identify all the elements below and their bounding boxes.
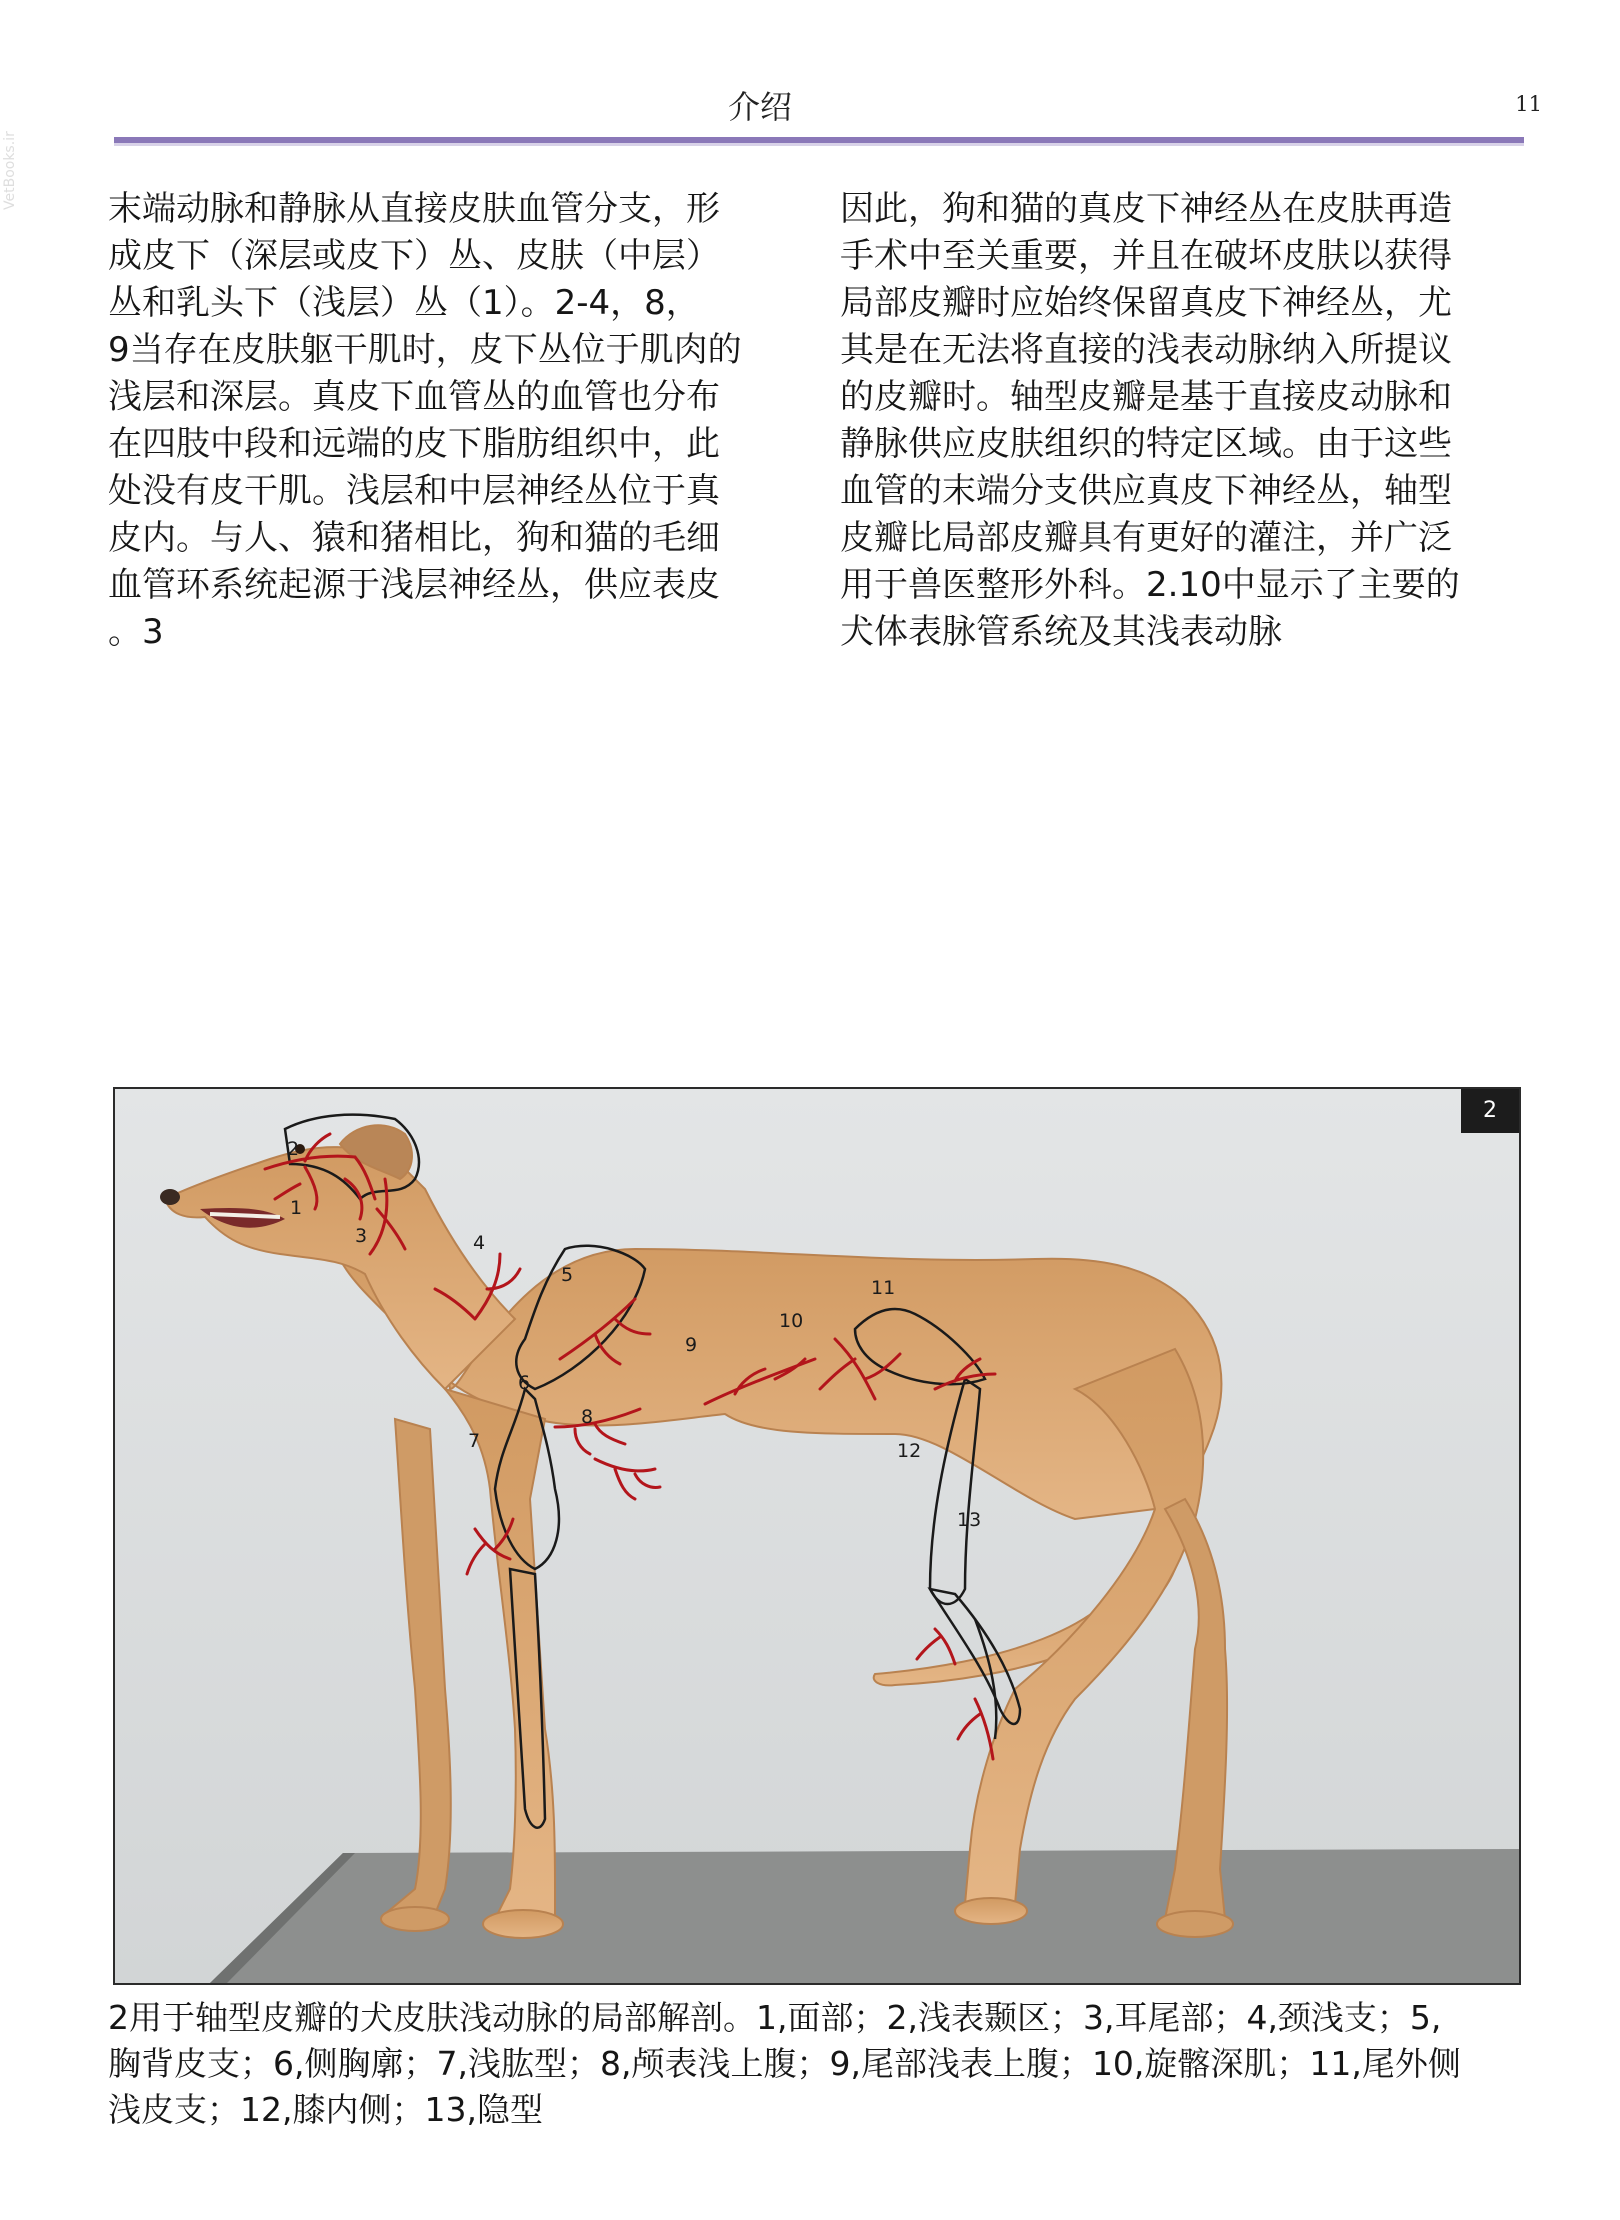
caption-line: 2用于轴型皮瓣的犬皮肤浅动脉的局部解剖。1,面部；2,浅表颞区；3,耳尾部；4,颈浅支；5, <box>108 1998 1442 2037</box>
callout-2: 2 <box>287 1138 300 1160</box>
page-number: 11 <box>1515 92 1542 116</box>
text-line: 浅层和深层。真皮下血管丛的血管也分布 <box>108 377 720 417</box>
callout-11: 11 <box>871 1277 896 1299</box>
text-line: 静脉供应皮肤组织的特定区域。由于这些 <box>840 424 1452 464</box>
text-line: 9当存在皮肤躯干肌时，皮下丛位于肌肉的 <box>108 330 742 370</box>
dog-nose <box>160 1189 180 1205</box>
text-line: 局部皮瓣时应始终保留真皮下神经丛，尤 <box>840 283 1452 323</box>
caption-line: 浅皮支；12,膝内侧；13,隐型 <box>108 2090 543 2129</box>
text-line: 皮瓣比局部皮瓣具有更好的灌注，并广泛 <box>840 518 1452 558</box>
callout-10: 10 <box>779 1310 804 1332</box>
header-rule-shadow <box>114 143 1524 146</box>
dog-anatomy-illustration <box>115 1089 1519 1983</box>
caption-line: 胸背皮支；6,侧胸廓；7,浅肱型；8,颅表浅上腹；9,尾部浅表上腹；10,旋髂深肌；11,尾外侧 <box>108 2044 1461 2083</box>
page-header-title: 介绍 <box>727 88 792 126</box>
text-line: 血管环系统起源于浅层神经丛，供应表皮 <box>108 565 720 605</box>
callout-12: 12 <box>897 1440 922 1462</box>
callout-7: 7 <box>468 1430 481 1452</box>
text-line: 处没有皮干肌。浅层和中层神经丛位于真 <box>108 471 720 511</box>
watermark: VetBooks.ir <box>2 131 18 210</box>
text-line: 在四肢中段和远端的皮下脂肪组织中，此 <box>108 424 720 464</box>
text-line: 丛和乳头下（浅层）丛（1）。2-4，8， <box>108 283 700 323</box>
text-line: 末端动脉和静脉从直接皮肤血管分支，形 <box>108 189 720 229</box>
text-line: 皮内。与人、猿和猪相比，狗和猫的毛细 <box>108 518 720 558</box>
figure-caption <box>108 1995 1528 2133</box>
callout-5: 5 <box>561 1264 574 1286</box>
text-column-right <box>840 186 1520 656</box>
text-column-left <box>108 186 788 656</box>
callout-6: 6 <box>518 1372 531 1394</box>
text-line: 。3 <box>108 612 164 652</box>
figure-number-badge: 2 <box>1461 1089 1519 1133</box>
text-line: 其是在无法将直接的浅表动脉纳入所提议 <box>840 330 1452 370</box>
text-line: 用于兽医整形外科。2.10中显示了主要的 <box>840 565 1460 605</box>
callout-8: 8 <box>581 1406 594 1428</box>
figure-2 <box>113 1087 1521 1985</box>
callout-4: 4 <box>473 1232 486 1254</box>
text-line: 的皮瓣时。轴型皮瓣是基于直接皮动脉和 <box>840 377 1452 417</box>
text-line: 手术中至关重要，并且在破坏皮肤以获得 <box>840 236 1452 276</box>
callout-3: 3 <box>355 1225 368 1247</box>
text-line: 犬体表脉管系统及其浅表动脉 <box>840 612 1282 652</box>
text-line: 因此，狗和猫的真皮下神经丛在皮肤再造 <box>840 189 1452 229</box>
callout-1: 1 <box>290 1197 303 1219</box>
callout-13: 13 <box>957 1509 982 1531</box>
text-line: 成皮下（深层或皮下）丛、皮肤（中层） <box>108 236 720 276</box>
callout-9: 9 <box>685 1334 698 1356</box>
text-line: 血管的末端分支供应真皮下神经丛，轴型 <box>840 471 1452 511</box>
